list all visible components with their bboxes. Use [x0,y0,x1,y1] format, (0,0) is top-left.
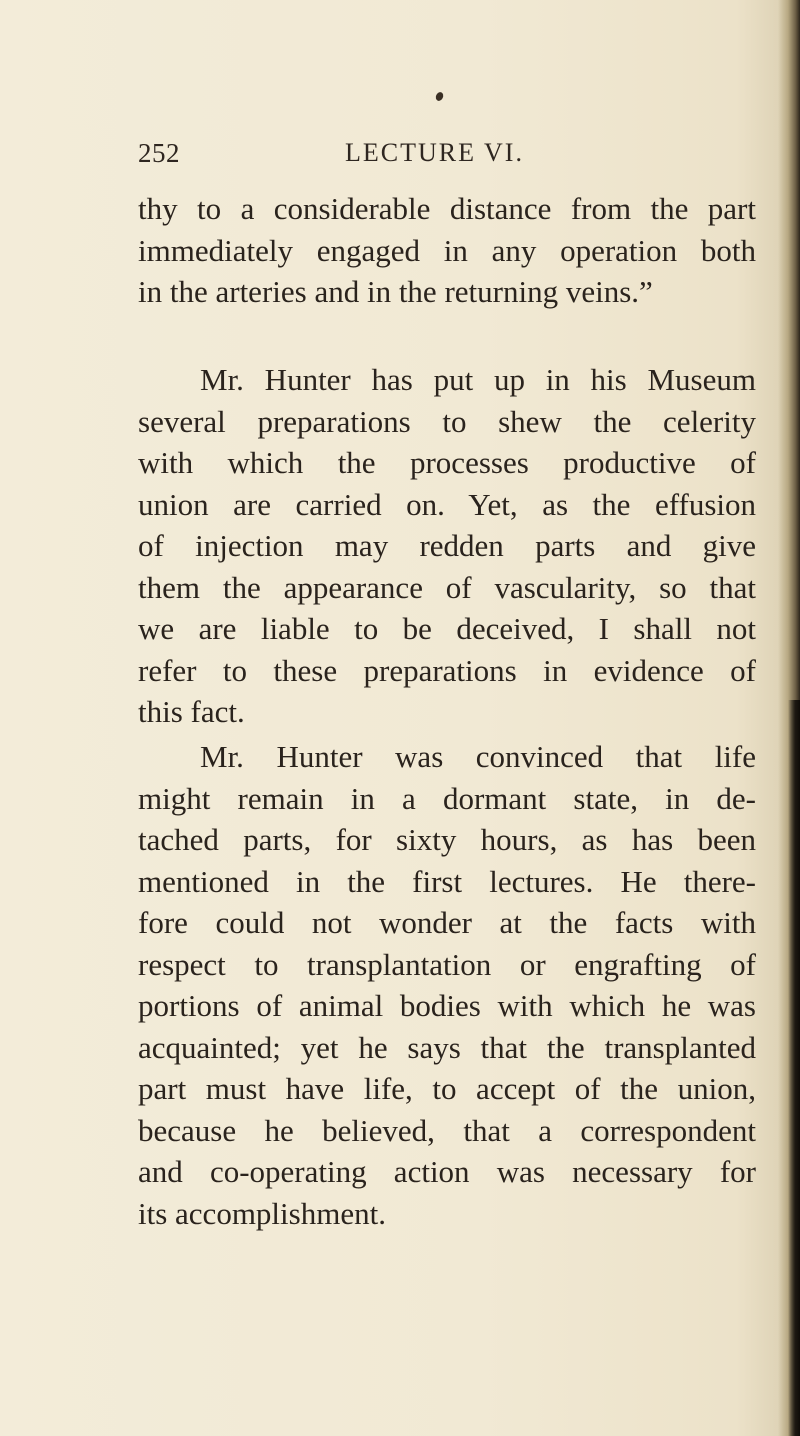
text-line: portions of animal bodies with which he was [138,988,756,1023]
text-line: mentioned in the first lectures. He there- [138,863,756,899]
text-line: of injection may redden parts and give [138,528,756,563]
text-line: acquainted; yet he says that the transplanted [138,1029,756,1065]
text-line: respect to transplantation or engrafting of [138,946,756,982]
text-line: because he believed, that a correspondent [138,1112,756,1148]
text-line: union are carried on. Yet, as the effusion [138,486,756,522]
text-line: in the arteries and in the returning veins.” [138,274,653,309]
text-line: its accomplishment. [138,1195,386,1231]
text-line: several preparations to shew the celerity [138,403,756,439]
text-line: and co-operating action was necessary for [138,1154,756,1189]
text-line: Mr. Hunter was convinced that life [200,739,756,774]
paragraph-1 [138,188,756,313]
paragraph-3 [138,736,756,1234]
binding-shadow [788,700,800,1436]
page-number: 252 [138,138,180,168]
text-line: them the appearance of vascularity, so that [138,569,756,605]
text-line: tached parts, for sixty hours, as has been [138,822,756,857]
paragraph-2 [138,359,756,733]
text-line: fore could not wonder at the facts with [138,905,756,940]
text-line: refer to these preparations in evidence of [138,652,756,688]
text-line: Mr. Hunter has put up in his Museum [200,362,756,397]
text-line: we are liable to be deceived, I shall not [138,611,756,646]
text-line: part must have life, to accept of the union, [138,1071,756,1106]
text-line: immediately engaged in any operation both [138,232,756,268]
ink-speck [434,91,444,102]
text-line: with which the processes productive of [138,445,756,480]
running-head: LECTURE VI. [345,138,524,167]
text-line: thy to a considerable distance from the part [138,191,756,226]
text-line: this fact. [138,694,245,729]
page-header [0,138,800,178]
text-line: might remain in a dormant state, in de- [138,780,756,816]
